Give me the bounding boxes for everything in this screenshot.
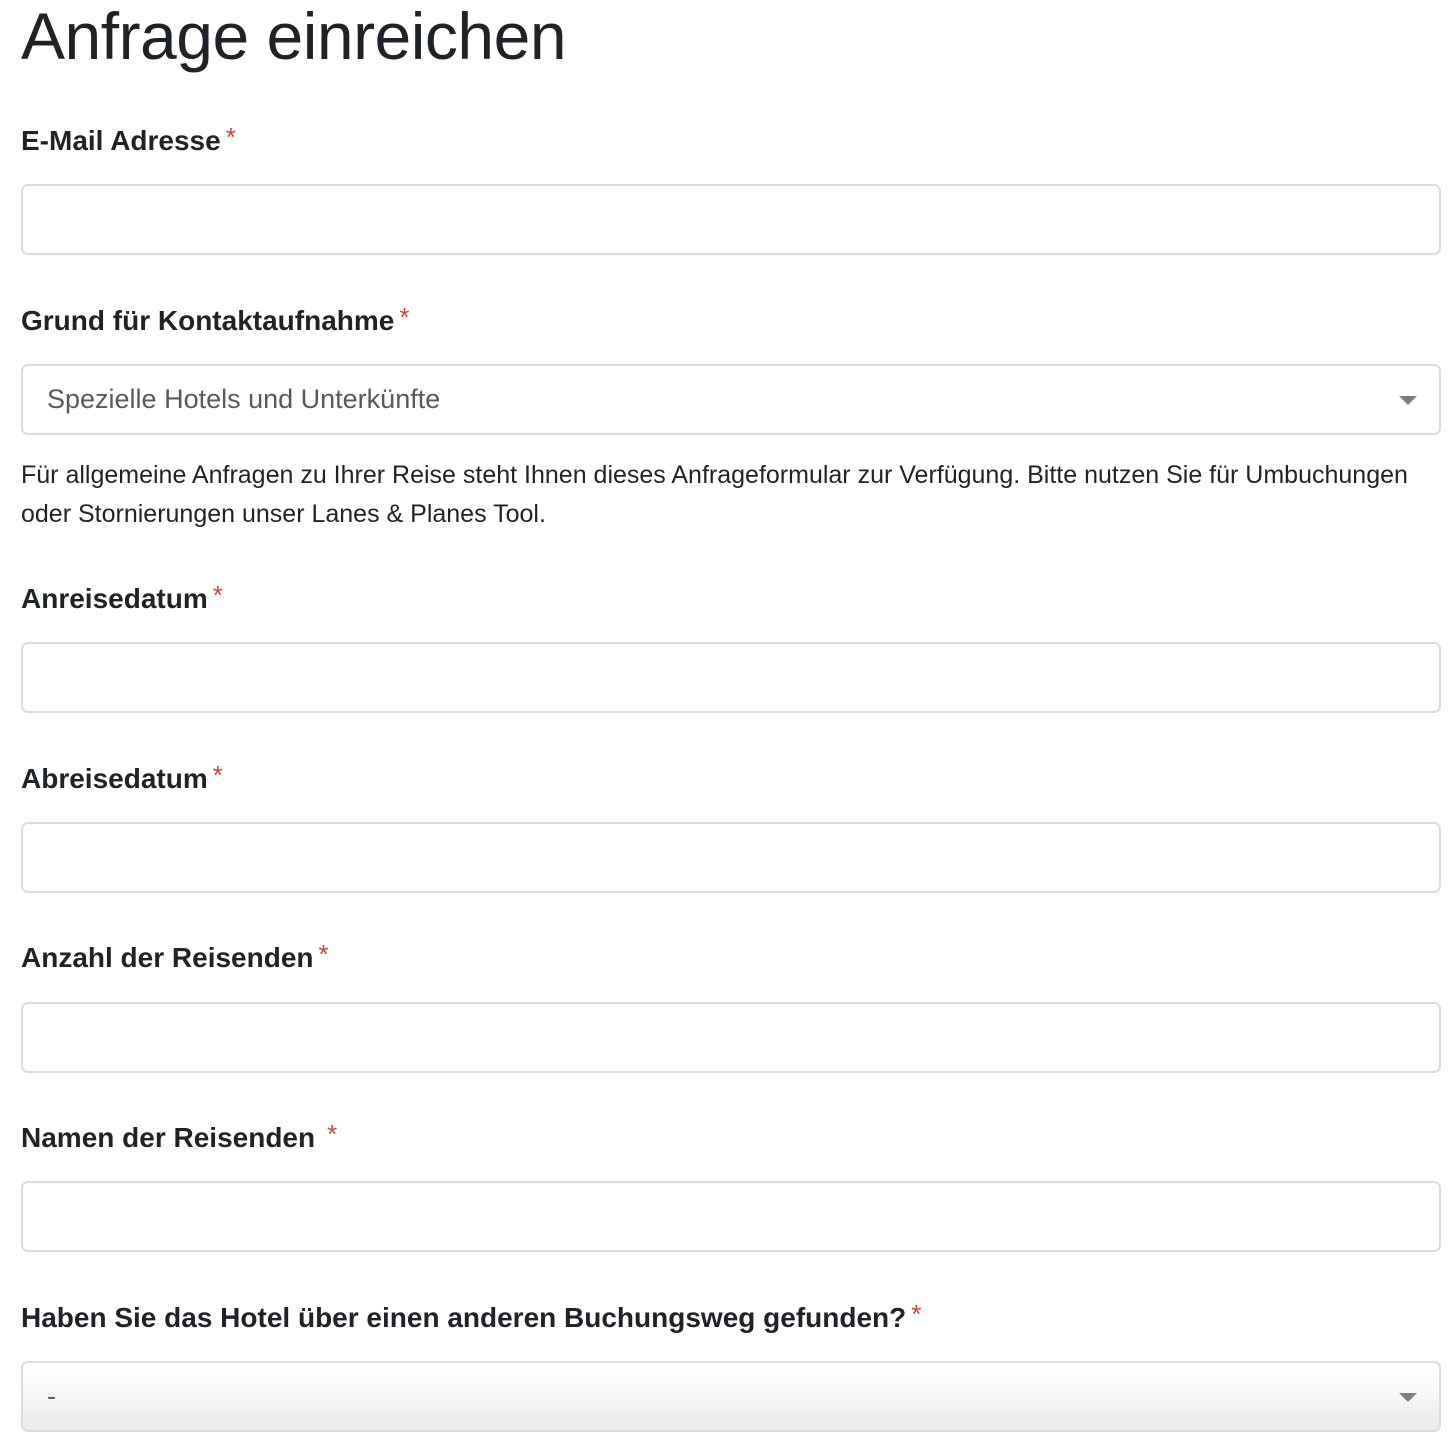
chevron-down-icon <box>1399 1393 1417 1402</box>
reason-label: Grund für Kontaktaufnahme * <box>21 302 410 336</box>
required-marker: * <box>911 1299 922 1329</box>
required-marker: * <box>212 760 223 790</box>
chevron-down-icon <box>1399 396 1417 405</box>
email-field[interactable] <box>21 184 1441 255</box>
required-marker: * <box>225 122 236 152</box>
departure-label: Abreisedatum * <box>21 760 223 794</box>
traveler-count-input[interactable] <box>23 1004 1439 1071</box>
other-channel-label: Haben Sie das Hotel über einen anderen Buchungsweg gefunden? * <box>21 1299 922 1333</box>
arrival-date-input[interactable] <box>23 644 1439 711</box>
arrival-date-field[interactable] <box>21 642 1441 713</box>
email-input[interactable] <box>23 186 1439 253</box>
other-channel-select[interactable] <box>21 1361 1441 1432</box>
traveler-names-label: Namen der Reisenden * <box>21 1119 338 1153</box>
traveler-count-label: Anzahl der Reisenden * <box>21 939 329 973</box>
traveler-count-field[interactable] <box>21 1002 1441 1073</box>
page-title: Anfrage einreichen <box>21 0 567 73</box>
required-marker: * <box>212 580 223 610</box>
required-marker: * <box>399 302 410 332</box>
reason-select[interactable] <box>21 364 1441 435</box>
departure-date-field[interactable] <box>21 822 1441 893</box>
help-text: Für allgemeine Anfragen zu Ihrer Reise steht Ihnen dieses Anfrageformular zur Verfügung. Bitte nutzen Sie für Umbuchungen oder Stornierungen unser Lanes & Planes Tool. <box>21 461 1408 528</box>
arrival-label: Anreisedatum * <box>21 580 223 614</box>
traveler-names-input[interactable] <box>23 1183 1439 1250</box>
required-marker: * <box>327 1119 338 1149</box>
email-label: E-Mail Adresse * <box>21 122 236 156</box>
departure-date-input[interactable] <box>23 824 1439 891</box>
reason-selected-value: Spezielle Hotels und Unterkünfte <box>47 384 441 414</box>
traveler-names-field[interactable] <box>21 1181 1441 1252</box>
other-channel-selected-value: - <box>47 1381 56 1411</box>
required-marker: * <box>318 939 329 969</box>
